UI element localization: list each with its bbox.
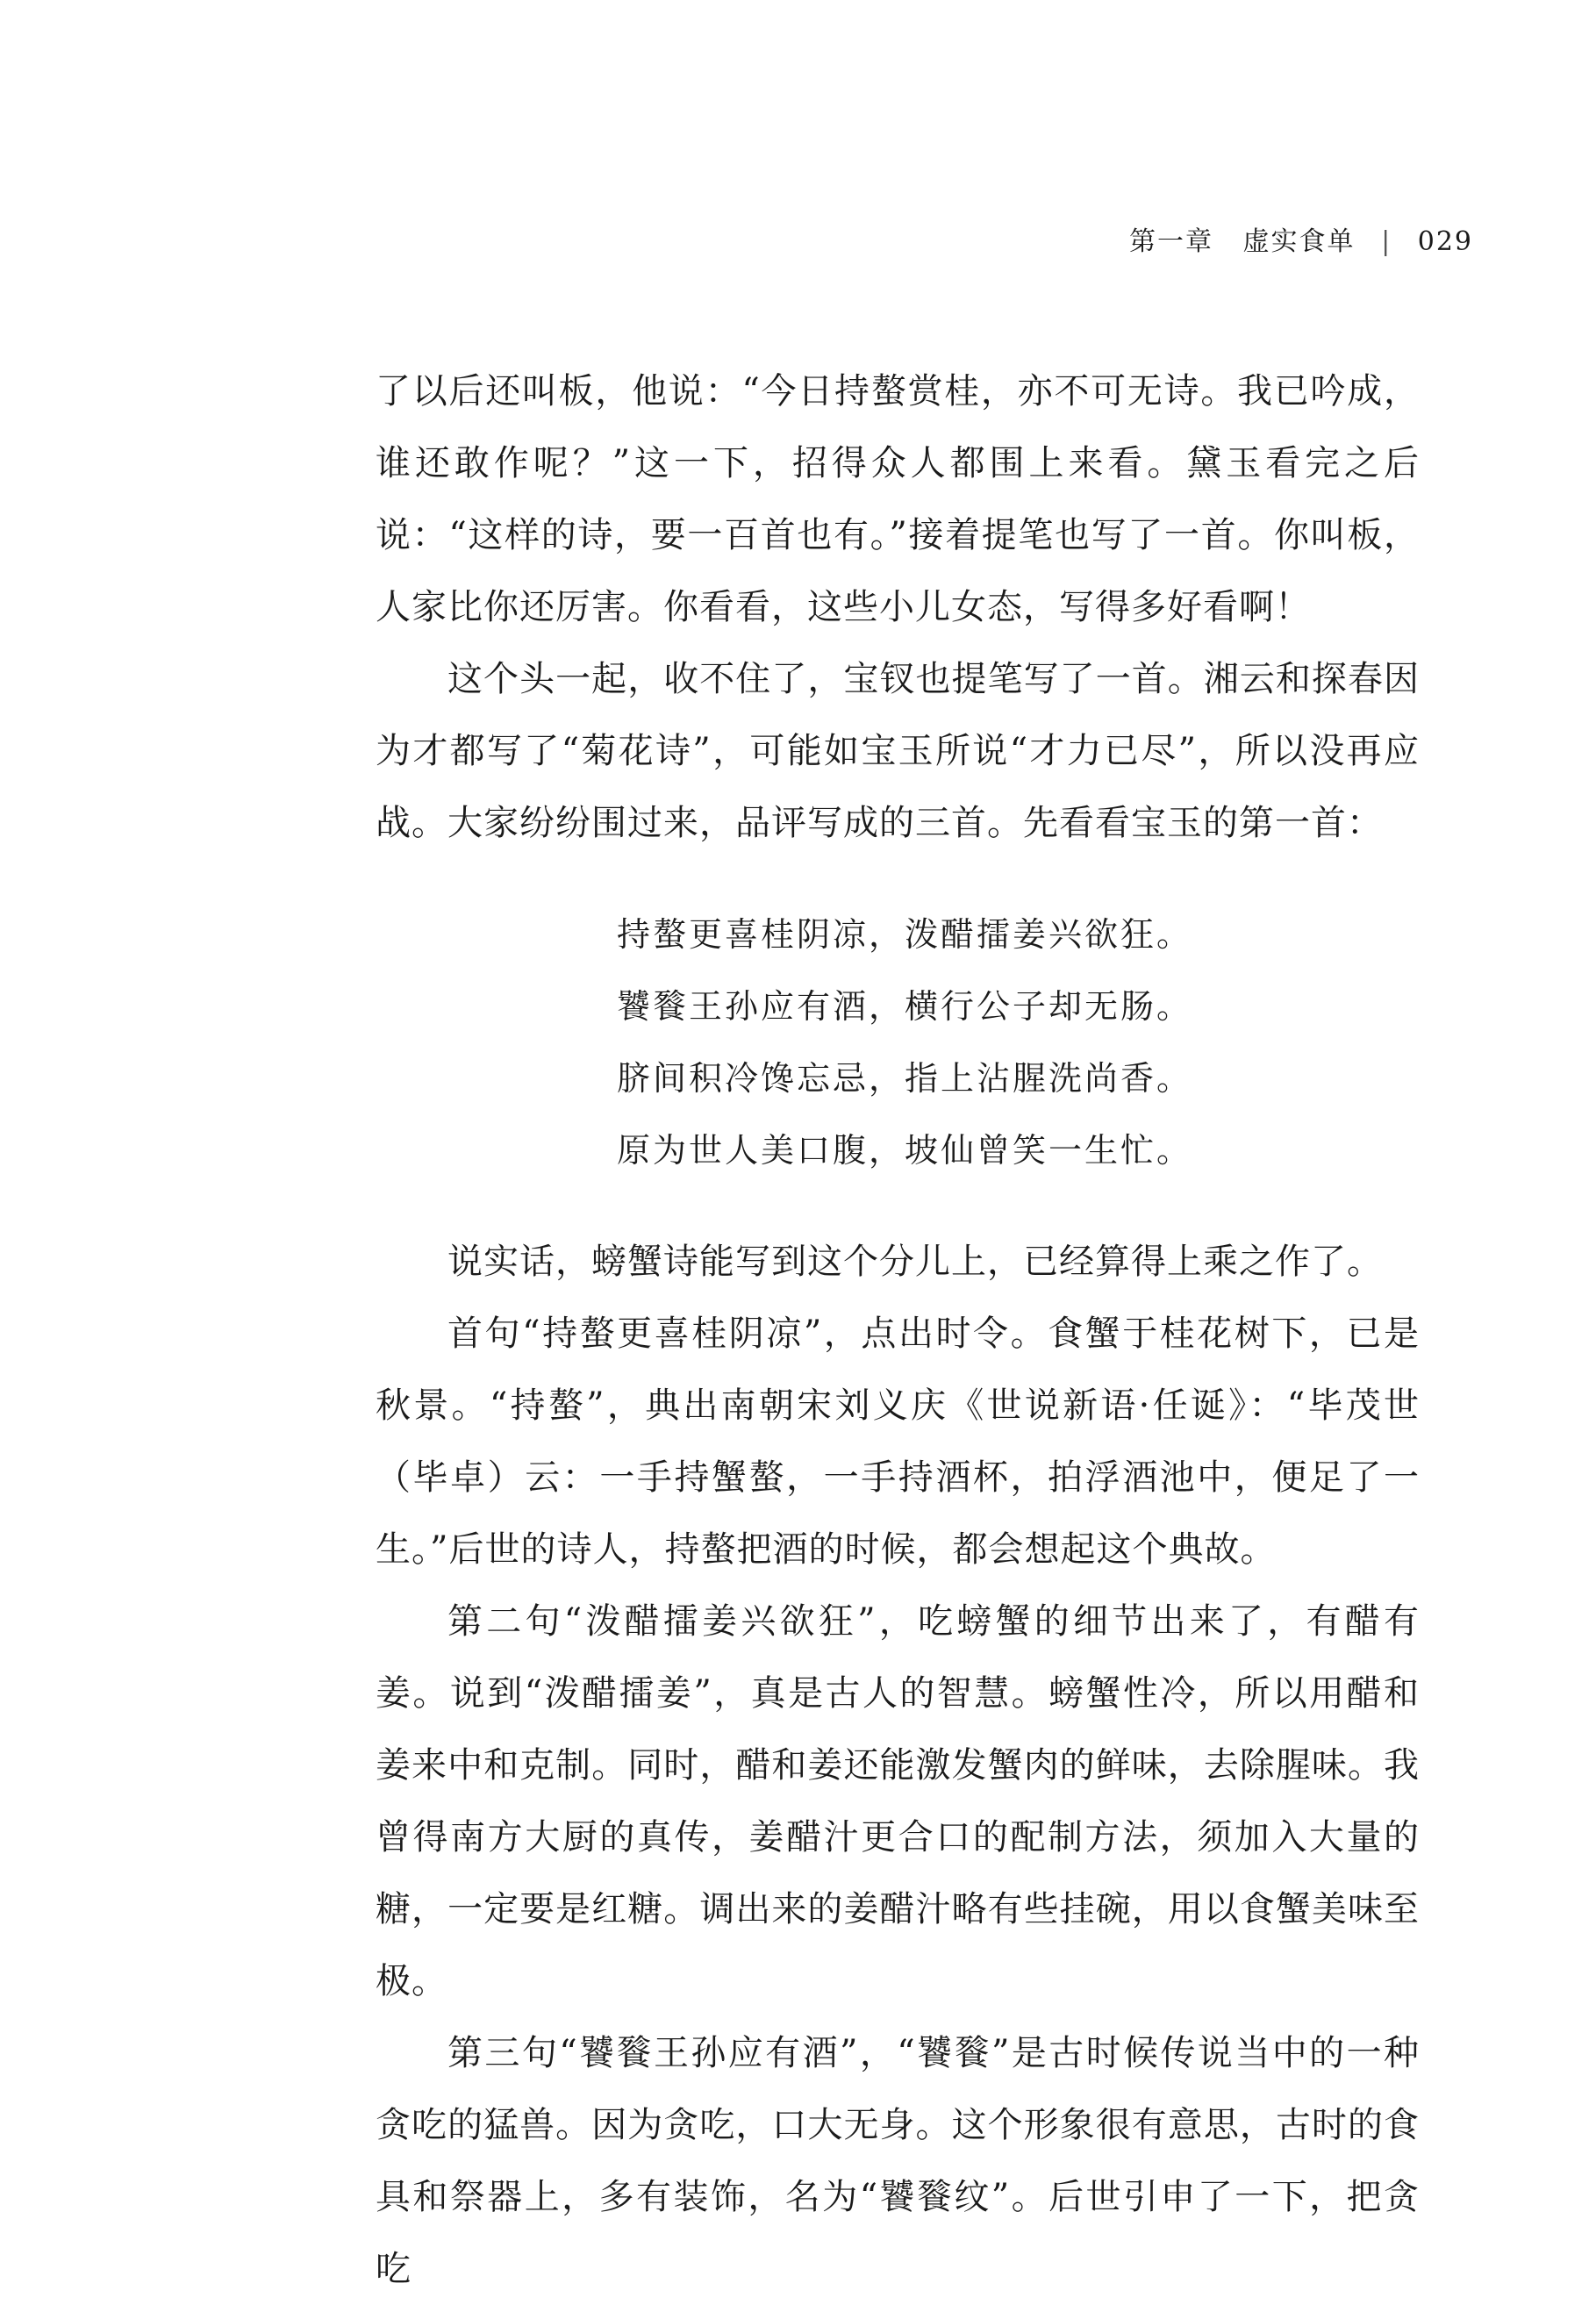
paragraph: 第三句“饕餮王孙应有酒”，“饕餮”是古时候传说当中的一种贪吃的猛兽。因为贪吃，口大无身。这个形象很有意思，古时的食具和祭器上，多有装饰，名为“饕餮纹”。后世引申了一下，把贪吃 <box>376 2033 1420 2289</box>
poem-line: 持螯更喜桂阴凉，泼醋擂姜兴欲狂。 <box>617 915 1193 954</box>
running-header <box>1129 219 1473 258</box>
header-separator: | <box>1381 226 1392 257</box>
poem-line: 原为世人美口腹，坡仙曾笑一生忙。 <box>617 1131 1193 1170</box>
paragraph: 这个头一起，收不住了，宝钗也提笔写了一首。湘云和探春因为才都写了“菊花诗”，可能如宝玉所说“才力已尽”，所以没再应战。大家纷纷围过来，品评写成的三首。先看看宝玉的第一首： <box>376 659 1420 843</box>
page-body <box>376 355 1420 2305</box>
paragraph: 说实话，螃蟹诗能写到这个分儿上，已经算得上乘之作了。 <box>447 1242 1383 1282</box>
poem-line: 脐间积冷馋忘忌，指上沾腥洗尚香。 <box>617 1059 1193 1098</box>
paragraph: 首句“持螯更喜桂阴凉”，点出时令。食蟹于桂花树下，已是秋景。“持螯”，典出南朝宋刘义庆《世说新语·任诞》：“毕茂世（毕卓）云：一手持蟹螯，一手持酒杯，拍浮酒池中，便足了一生。”后世的诗人，持螯把酒的时候，都会想起这个典故。 <box>376 1314 1420 1570</box>
page-number: 029 <box>1417 226 1473 257</box>
poem-block <box>376 898 1420 1186</box>
chapter-label: 第一章 <box>1128 226 1213 257</box>
paragraph: 第二句“泼醋擂姜兴欲狂”，吃螃蟹的细节出来了，有醋有姜。说到“泼醋擂姜”，真是古人的智慧。螃蟹性冷，所以用醋和姜来中和克制。同时，醋和姜还能激发蟹肉的鲜味，去除腥味。我曾得南方大厨的真传，姜醋汁更合口的配制方法，须加入大量的糖，一定要是红糖。调出来的姜醋汁略有些挂碗，用以食蟹美味至极。 <box>376 1601 1420 2001</box>
chapter-title: 虚实食单 <box>1242 226 1356 257</box>
paragraph: 了以后还叫板，他说：“今日持螯赏桂，亦不可无诗。我已吟成，谁还敢作呢？”这一下，招得众人都围上来看。黛玉看完之后说：“这样的诗，要一百首也有。”接着提笔也写了一首。你叫板，人家比你还厉害。你看看，这些小儿女态，写得多好看啊！ <box>376 371 1420 627</box>
poem-line: 饕餮王孙应有酒，横行公子却无肠。 <box>617 987 1193 1026</box>
